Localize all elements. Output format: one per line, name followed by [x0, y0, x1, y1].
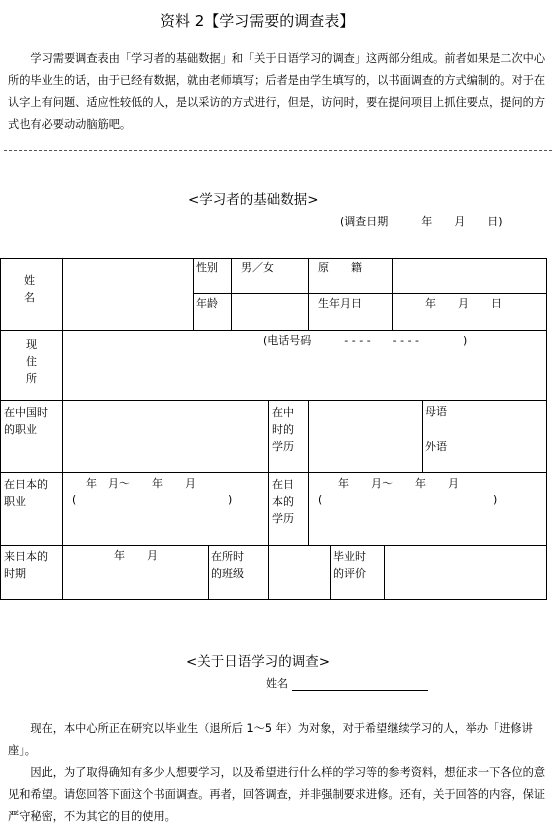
birth-label: 生年月日 — [318, 297, 362, 310]
china-education-label: 在中 时的 学历 — [272, 406, 294, 453]
class-label: 在所时 的班级 — [211, 550, 244, 580]
mother-tongue-label: 母语 — [425, 405, 447, 418]
gender-label: 性别 — [196, 261, 218, 274]
section2-heading: <关于日语学习的调查> — [186, 654, 331, 670]
japan-job-label: 在日本的 职业 — [4, 478, 48, 508]
origin-label: 原 籍 — [318, 261, 362, 274]
address-label: 现 住 所 — [26, 338, 37, 385]
japan-job-period: 年 月～ 年 月 — [86, 477, 196, 490]
age-label: 年龄 — [196, 297, 218, 310]
name-field-label: 姓名 — [266, 677, 288, 690]
page-title: 资料 2【学习需要的调查表】 — [160, 12, 355, 30]
intro-paragraph: 学习需要调查表由「学习者的基础数据」和「关于日语学习的调查」这两部分组成。前者如果是二次中心所的毕业生的话，由于已经有数据，就由老师填写；后者是由学生填写的，以书面调查的方式编制的。对于在认字上有问题、适应性较低的人，是以采访的方式进行，但是，访问时，要在提问项目上抓住要点，提问的方式也有必要动动脑筋吧。 — [8, 52, 546, 131]
japan-edu-paren-close: ) — [493, 493, 498, 506]
section2-paragraph-1: 现在，本中心所正在研究以毕业生（退所后 1～5 年）为对象，对于希望继续学习的人，举办「进修讲座」。 — [8, 722, 533, 757]
japan-education-period: 年 月～ 年 月 — [338, 477, 459, 490]
arrival-fields: 年 月 — [114, 549, 158, 562]
arrival-label: 来日本的 时期 — [4, 550, 48, 580]
gender-options: 男／女 — [241, 261, 274, 274]
graduation-evaluation-label: 毕业时 的评价 — [333, 550, 366, 580]
section1-heading: <学习者的基础数据> — [188, 192, 319, 208]
japan-education-label: 在日 本的 学历 — [272, 478, 294, 525]
phone-number: (电话号码 - - - - - - - - ) — [263, 334, 468, 347]
japan-job-paren-close: ) — [228, 493, 233, 506]
japan-edu-paren-open: ( — [318, 493, 323, 506]
section2-paragraph-2: 因此，为了取得确知有多少人想要学习，以及希望进行什么样的学习等的参考资料，想征求一下各位的意见和希望。请您回答下面这个书面调查。再者，回答调查，并非强制要求进修。还有，关于回答的内容，保证严守秘密，不为其它的目的使用。 — [8, 766, 546, 823]
name-label: 姓 名 — [24, 274, 35, 304]
japan-job-paren-open: ( — [72, 493, 77, 506]
china-job-label: 在中国时 的职业 — [4, 406, 48, 436]
name-underline — [292, 690, 428, 691]
birth-fields: 年 月 日 — [425, 297, 502, 310]
dashed-divider — [4, 150, 552, 151]
survey-date: (调查日期 年 月 日) — [340, 215, 503, 228]
foreign-language-label: 外语 — [425, 440, 447, 453]
